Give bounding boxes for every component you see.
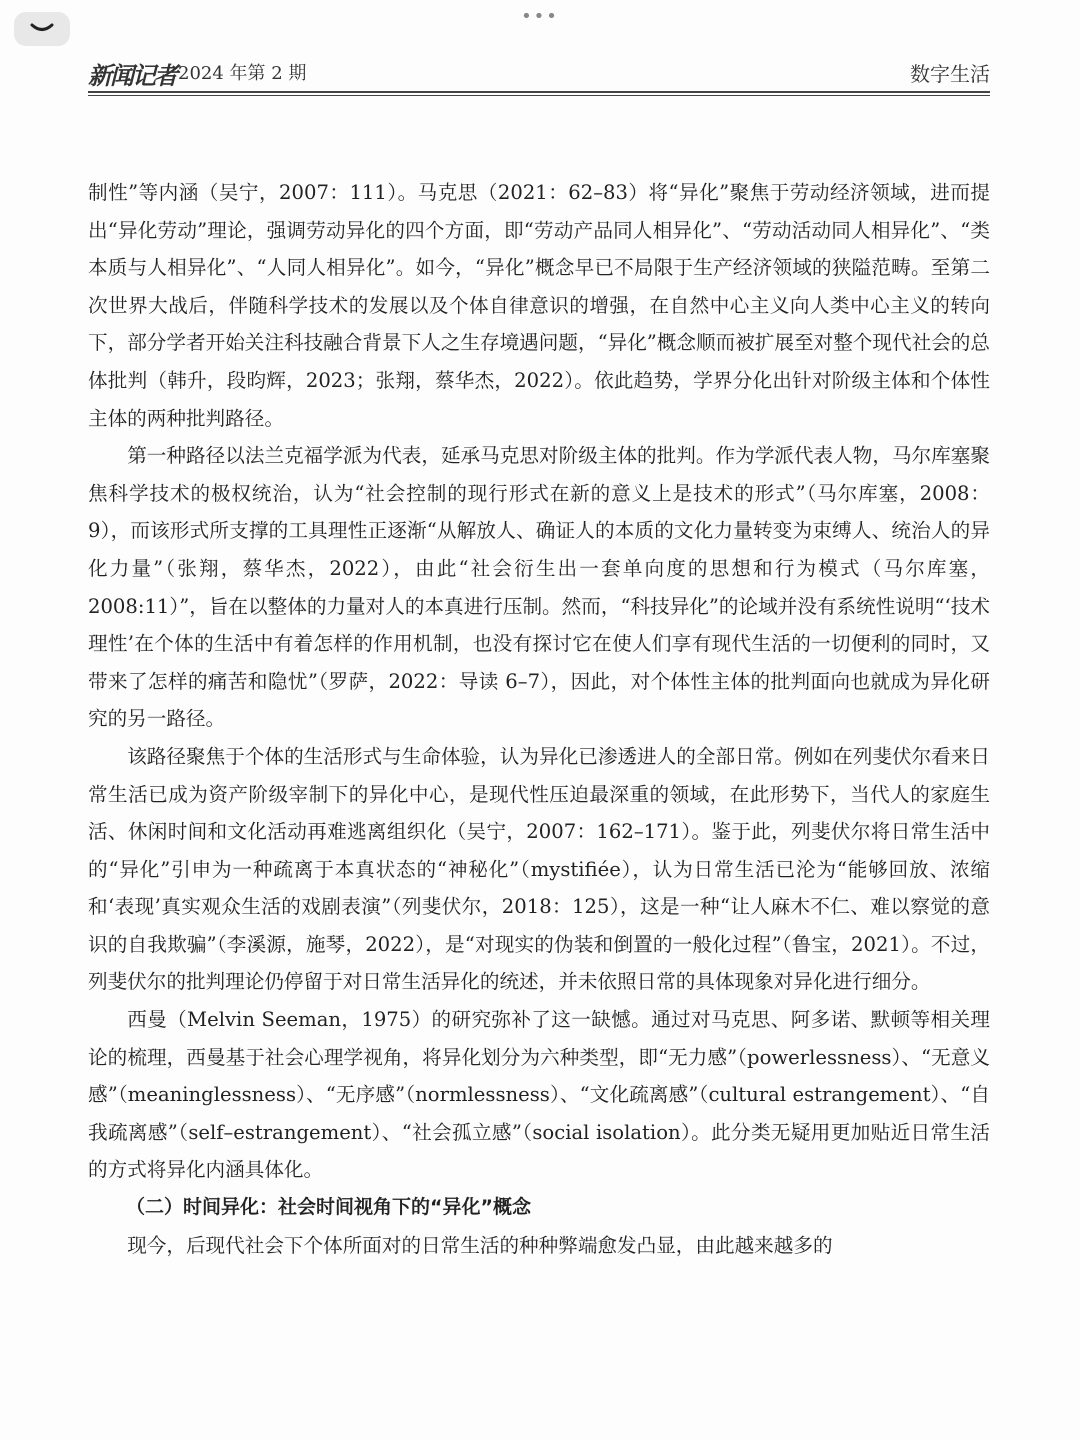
journal-logo: 新闻记者 (88, 61, 176, 90)
back-button[interactable] (14, 12, 70, 46)
paragraph: 第一种路径以法兰克福学派为代表，延承马克思对阶级主体的批判。作为学派代表人物，马尔库塞聚焦科学技术的极权统治，认为“社会控制的现行形式在新的意义上是技术的形式”（马尔库塞，2008：9），而该形式所支撑的工具理性正逐渐“从解放人、确证人的本质的文化力量转变为束缚人、统治人的异化力量”（张翔，蔡华杰，2022），由此“社会衍生出一套单向度的思想和行为模式（马尔库塞，2008:11）”，旨在以整体的力量对人的本真进行压制。然而，“科技异化”的论域并没有系统性说明“‘技术理性’在个体的生活中有着怎样的作用机制，也没有探讨它在使人们享有现代生活的一切便利的同时，又带来了怎样的痛苦和隐忧”（罗萨，2022：导读 6–7），因此，对个体性主体的批判面向也就成为异化研究的另一路径。 (88, 444, 990, 731)
article-body (88, 174, 990, 1264)
page-header (88, 56, 990, 88)
issue-label: 2024 年第 2 期 (178, 63, 307, 84)
paragraph: 该路径聚焦于个体的生活形式与生命体验，认为异化已渗透进人的全部日常。例如在列斐伏尔看来日常生活已成为资产阶级宰制下的异化中心，是现代性压迫最深重的领域，在此形势下，当代人的家庭生活、休闲时间和文化活动再难逃离组织化（吴宁，2007：162–171）。鉴于此，列斐伏尔将日常生活中的“异化”引申为一种疏离于本真状态的“神秘化”（mystifiée），认为日常生活已沦为“能够回放、浓缩和‘表现’真实观众生活的戏剧表演”（列斐伏尔，2018：125），这是一种“让人麻木不仁、难以察觉的意识的自我欺骗”（李溪源，施琴，2022），是“对现实的伪装和倒置的一般化过程”（鲁宝，2021）。不过，列斐伏尔的批判理论仍停留于对日常生活异化的统述，并未依照日常的具体现象对异化进行细分。 (88, 744, 990, 994)
paragraph: 制性”等内涵（吴宁，2007：111）。马克思（2021：62–83）将“异化”聚焦于劳动经济领域，进而提出“异化劳动”理论，强调劳动异化的四个方面，即“劳动产品同人相异化”、“劳动活动同人相异化”、“类本质与人相异化”、“人同人相异化”。如今，“异化”概念早已不局限于生产经济领域的狭隘范畴。至第二次世界大战后，伴随科学技术的发展以及个体自律意识的增强，在自然中心主义向人类中心主义的转向下，部分学者开始关注科技融合背景下人之生存境遇问题，“异化”概念顺而被扩展至对整个现代社会的总体批判（韩升，段昀辉，2023；张翔，蔡华杰，2022）。依此趋势，学界分化出针对阶级主体和个体性主体的两种批判路径。 (88, 181, 990, 430)
chevron-down-icon (29, 22, 55, 36)
more-options-dots[interactable]: ••• (521, 6, 559, 27)
section-title: 数字生活 (910, 62, 990, 86)
paragraph: 西曼（Melvin Seeman，1975）的研究弥补了这一缺憾。通过对马克思、阿多诺、默顿等相关理论的梳理，西曼基于社会心理学视角，将异化划分为六种类型，即“无力感”（powerlessness）、“无意义感”（meaninglessness）、“无序感”（normlessness）、“文化疏离感”（cultural estrangement）、“自我疏离感”（self–estrangement）、“社会孤立感”（social isolation）。此分类无疑用更加贴近日常生活的方式将异化内涵具体化。 (88, 1008, 990, 1182)
header-divider-thin (88, 95, 990, 96)
section-heading: （二）时间异化：社会时间视角下的“异化”概念 (126, 1196, 531, 1219)
header-divider (88, 91, 990, 93)
paragraph: 现今，后现代社会下个体所面对的日常生活的种种弊端愈发凸显，由此越来越多的 (127, 1233, 833, 1257)
